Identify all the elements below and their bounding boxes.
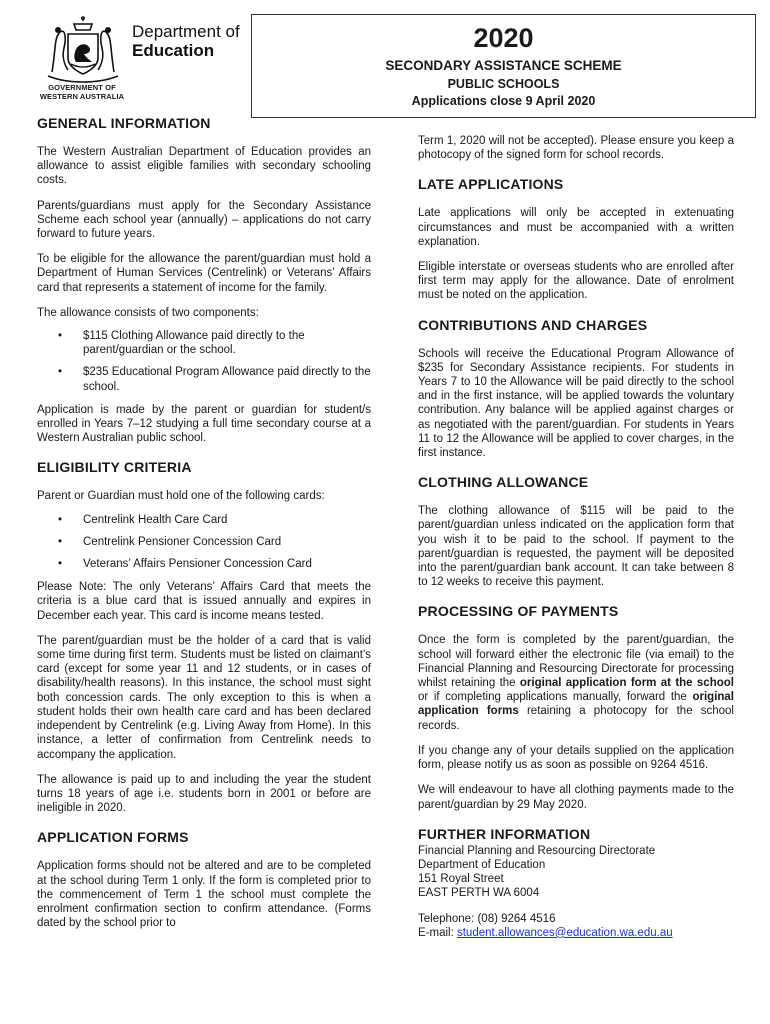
scheme-subtitle: PUBLIC SCHOOLS: [447, 77, 560, 91]
application-paragraph-1: Application forms should not be altered and are to be completed at the school during Term 1 only. If the form is completed prior to the commencement of Term 1 the school must complete the enrolment confirmation section to confirm attendance. (Forms dated by the school prior to: [37, 860, 371, 930]
late-applications-heading: LATE APPLICATIONS: [418, 176, 564, 193]
processing-paragraph-1: [418, 633, 734, 732]
department-name: [132, 22, 240, 60]
email-label: E-mail:: [418, 926, 457, 939]
application-paragraph-continued: Term 1, 2020 will not be accepted). Please ensure you keep a photocopy of the signed form for school records.: [418, 135, 734, 162]
processing-text-bold-1: original application form at the school: [519, 677, 734, 690]
list-item: • $115 Clothing Allowance paid directly to the parent/guardian or the school.: [37, 329, 371, 357]
email-link[interactable]: student.allowances@education.wa.edu.au: [456, 926, 673, 939]
scheme-title: SECONDARY ASSISTANCE SCHEME: [385, 58, 622, 73]
contributions-paragraph: Schools will receive the Educational Program Allowance of $235 for Secondary Assistance recipients. For students in Years 7 to 10 the Allowance will be paid directly to the school and in the first instance, will be applied towards the voluntary contribution. Any balance will be applied against charges or as negotiated with the parent/guardian. For students in Years 11 to 12 the Allowance will be applied to cover charges, in the first instance.: [418, 347, 734, 460]
general-paragraph-2: Parents/guardians must apply for the Secondary Assistance Scheme each school year (annually) – applications do not carry forward to future years.: [37, 199, 371, 241]
wa-coat-of-arms-icon: [38, 14, 128, 90]
further-information-heading: FURTHER INFORMATION: [418, 825, 591, 842]
gov-line2: WESTERN AUSTRALIA: [39, 91, 125, 101]
department-line1: Department of: [132, 22, 240, 41]
list-item: • Veterans’ Affairs Pensioner Concession Card: [37, 557, 371, 571]
contact-email-row: [418, 926, 734, 940]
list-item: • Centrelink Health Care Card: [37, 513, 371, 527]
department-logo: [34, 14, 254, 106]
eligibility-paragraph-1: Parent or Guardian must hold one of the following cards:: [37, 490, 325, 503]
list-item: • $235 Educational Program Allowance paid directly to the school.: [37, 365, 371, 393]
late-paragraph-2: Eligible interstate or overseas students who are enrolled after first term may apply for the allowance. Date of enrolment must be noted on the application.: [418, 261, 734, 302]
contact-telephone: Telephone: (08) 9264 4516: [418, 912, 556, 925]
contact-address: [418, 844, 734, 901]
general-paragraph-1: The Western Australian Department of Education provides an allowance to assist eligible families with secondary schooling costs.: [37, 146, 371, 187]
left-column: [37, 115, 371, 941]
general-information-heading: GENERAL INFORMATION: [37, 115, 211, 131]
processing-paragraph-2: If you change any of your details supplied on the application form, please notify us as soon as possible on 9264 4516.: [418, 744, 734, 772]
contact-city: EAST PERTH WA 6004: [418, 887, 540, 900]
list-item: • Centrelink Pensioner Concession Card: [37, 535, 371, 549]
contact-department: Department of Education: [418, 858, 546, 871]
allowance-components-list: [37, 329, 371, 394]
processing-text-c: or if completing applications manually, forward the: [418, 691, 693, 704]
general-paragraph-5: Application is made by the parent or guardian for student/s enrolled in Years 7–12 studying a full time secondary course at a Western Australian public school.: [37, 403, 371, 445]
clothing-paragraph: The clothing allowance of $115 will be paid to the parent/guardian unless indicated on the application form that you wish it to be paid to the school. If payment to the parent/guardian is requested, the payment will be deposited into the parent/guardian bank account. It can take between 8 to 12 weeks to receive this payment.: [418, 505, 734, 589]
processing-paragraph-3: We will endeavour to have all clothing payments made to the parent/guardian by 29 May 2020.: [418, 784, 734, 811]
processing-text-bold-2: original application forms: [418, 691, 734, 718]
processing-text-e: retaining a photocopy for the school records.: [418, 705, 734, 732]
contact-directorate: Financial Planning and Resourcing Directorate: [418, 844, 656, 857]
eligibility-paragraph-4: The allowance is paid up to and including the year the student turns 18 years of age i.e. students born in 2001 or before are ineligible in 2020.: [37, 773, 371, 815]
eligible-cards-list: [37, 513, 371, 572]
title-box: [251, 14, 756, 118]
contributions-heading: CONTRIBUTIONS AND CHARGES: [418, 316, 648, 333]
closing-date: Applications close 9 April 2020: [411, 94, 596, 108]
clothing-allowance-heading: CLOTHING ALLOWANCE: [418, 474, 589, 491]
department-line2: Education: [132, 41, 215, 60]
gov-line1: GOVERNMENT OF: [48, 83, 116, 92]
general-paragraph-4: The allowance consists of two components:: [37, 306, 259, 319]
eligibility-paragraph-3: The parent/guardian must be the holder of a card that is valid some time during first term. Students must be listed on claimant’s card (except for some year 11 and 12 students, or in cases of disability/health reasons). In this instance, the school must sight both concession cards. The only exception to this is when a student holds their own health care card and has been declared independent by Centrelink (e.g. Living Away from Home). In this instance, a letter of confirmation from Centrelink needs to accompany the application.: [37, 634, 371, 761]
processing-heading: PROCESSING OF PAYMENTS: [418, 603, 619, 620]
general-paragraph-3: To be eligible for the allowance the parent/guardian must hold a Department of Human Services (Centrelink) or Veterans’ Affairs card that represents a statement of income for the family.: [37, 253, 371, 294]
contact-street: 151 Royal Street: [418, 873, 504, 886]
application-forms-heading: APPLICATION FORMS: [37, 829, 189, 846]
government-label: [36, 84, 128, 101]
processing-text-a: Once the form is completed by the parent/guardian, the school will forward either the electronic file (via email) to the Financial Planning and Resourcing Directorate for processing whilst retaining the: [418, 634, 734, 690]
eligibility-note: Please Note: The only Veterans’ Affairs Card that meets the criteria is a blue card that is issued annually and expires in December each year. This card is income means tested.: [37, 581, 371, 622]
scheme-year: 2020: [473, 23, 534, 53]
right-column: [418, 134, 734, 940]
late-paragraph-1: Late applications will only be accepted in extenuating circumstances and must be accompanied with a written explanation.: [418, 207, 734, 248]
eligibility-heading: ELIGIBILITY CRITERIA: [37, 459, 192, 476]
